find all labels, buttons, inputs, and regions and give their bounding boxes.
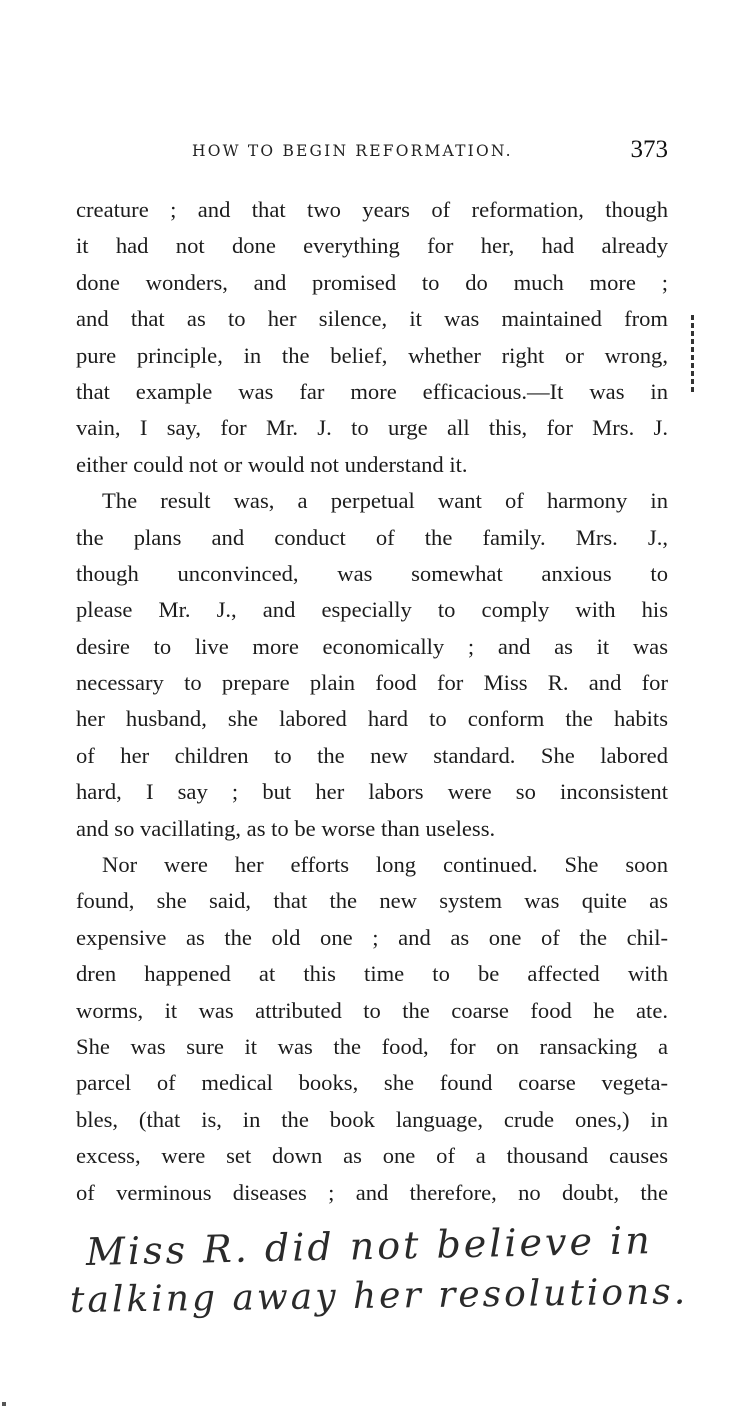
text-line: excess, were set down as one of a thousand causes xyxy=(76,1143,668,1169)
paragraph-1 xyxy=(76,192,668,483)
margin-pencil-mark xyxy=(691,315,694,395)
text-line: creature ; and that two years of reformation, though xyxy=(76,197,668,222)
text-line: found, she said, that the new system was quite as xyxy=(76,888,668,914)
text-line: dren happened at this time to be affected with xyxy=(76,961,668,987)
paragraph-2 xyxy=(76,483,668,847)
text-line: and that as to her silence, it was maintained from xyxy=(76,306,668,332)
text-line: of verminous diseases ; and therefore, no doubt, the xyxy=(76,1179,668,1205)
text-line: Nor were her efforts long continued. She soon xyxy=(102,852,668,878)
text-line: please Mr. J., and especially to comply with his xyxy=(76,597,668,623)
text-line: either could not or would not understand it. xyxy=(76,451,468,477)
text-line: done wonders, and promised to do much more ; xyxy=(76,269,668,295)
text-line: worms, it was attributed to the coarse food he ate. xyxy=(76,997,668,1023)
handwritten-note xyxy=(69,1218,689,1410)
text-line: it had not done everything for her, had already xyxy=(76,233,668,259)
page-number: 373 xyxy=(630,136,668,163)
text-line: her husband, she labored hard to conform the habits xyxy=(76,706,668,732)
text-line: that example was far more efficacious.—It was in xyxy=(76,378,668,404)
handwritten-line-1: Miss R. did not believe in xyxy=(85,1218,654,1274)
text-line: and so vacillating, as to be worse than useless. xyxy=(76,815,496,841)
scan-artifact-dot xyxy=(2,1402,6,1406)
text-line: The result was, a perpetual want of harmony in xyxy=(102,488,668,514)
text-line: though unconvinced, was somewhat anxious to xyxy=(76,560,668,586)
paragraph-3 xyxy=(76,847,668,1211)
handwritten-line-2: talking away her resolutions. xyxy=(69,1271,689,1321)
text-line: expensive as the old one ; and as one of the chil- xyxy=(76,924,668,950)
text-line: She was sure it was the food, for on ransacking a xyxy=(76,1033,668,1059)
body-text xyxy=(76,192,668,1211)
text-line: of her children to the new standard. She labored xyxy=(76,742,668,768)
running-head xyxy=(76,136,668,170)
text-line: pure principle, in the belief, whether right or wrong, xyxy=(76,342,668,368)
text-line: vain, I say, for Mr. J. to urge all this, for Mrs. J. xyxy=(76,415,668,441)
text-line: the plans and conduct of the family. Mrs. J., xyxy=(76,524,668,550)
text-line: desire to live more economically ; and as it was xyxy=(76,633,668,659)
text-line: hard, I say ; but her labors were so inconsistent xyxy=(76,779,668,805)
text-line: bles, (that is, in the book language, crude ones,) in xyxy=(76,1106,668,1132)
text-line: necessary to prepare plain food for Miss R. and for xyxy=(76,670,668,696)
text-line: parcel of medical books, she found coarse vegeta- xyxy=(76,1070,668,1096)
running-title: HOW TO BEGIN REFORMATION. xyxy=(192,142,513,160)
